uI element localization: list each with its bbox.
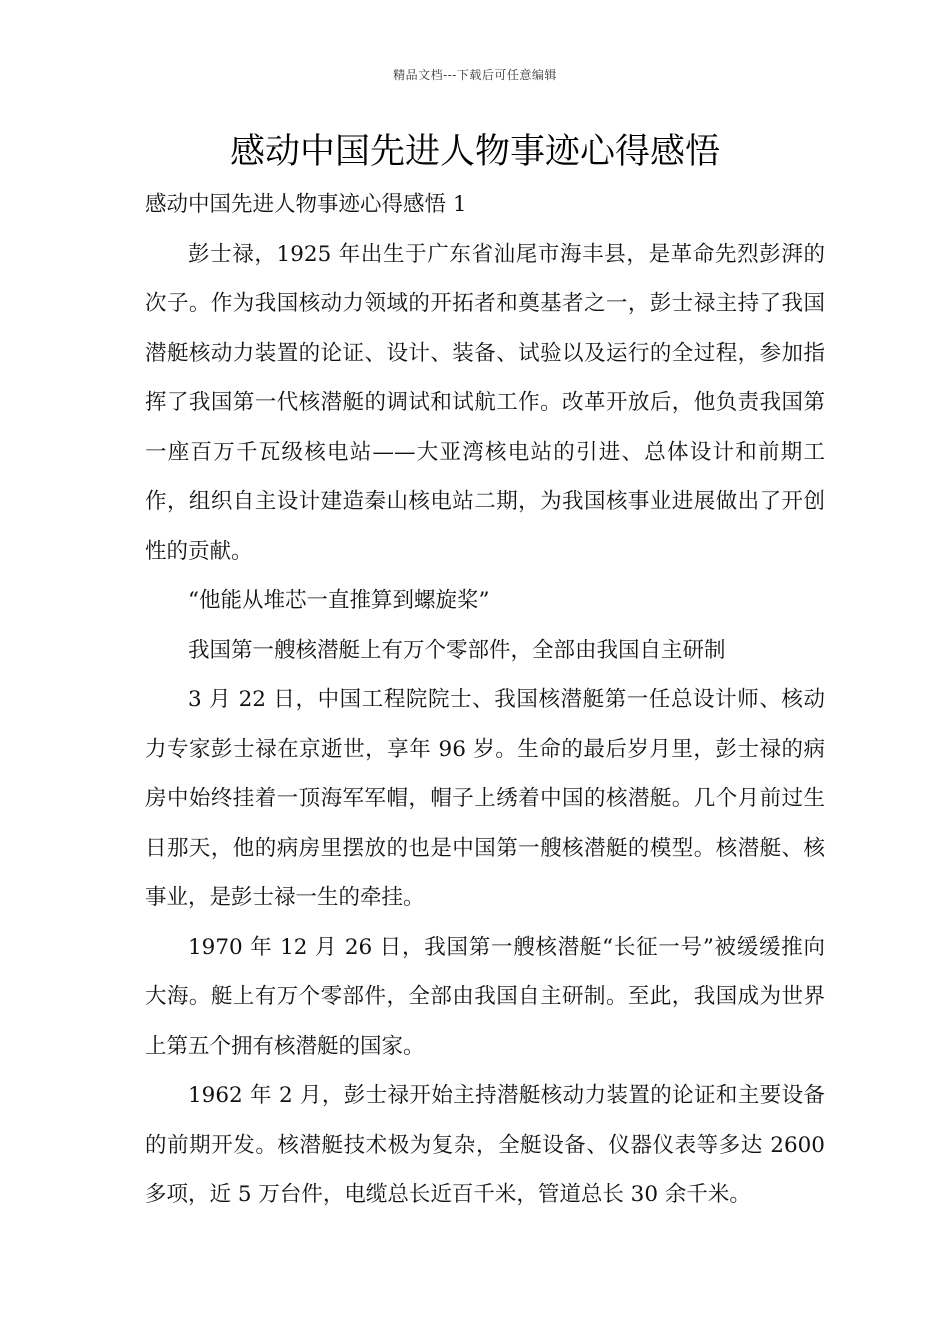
- paragraph: 3 月 22 日，中国工程院院士、我国核潜艇第一任总设计师、核动力专家彭士禄在京逝世，享年 96 岁。生命的最后岁月里，彭士禄的病房中始终挂着一顶海军军帽，帽子上绣着中国的核潜艇。几个月前过生日那天，他的病房里摆放的也是中国第一艘核潜艇的模型。核潜艇、核事业，是彭士禄一生的牵挂。: [145, 687, 825, 910]
- paragraph: 彭士禄，1925 年出生于广东省汕尾市海丰县，是革命先烈彭湃的次子。作为我国核动力领域的开拓者和奠基者之一，彭士禄主持了我国潜艇核动力装置的论证、设计、装备、试验以及运行的全过程，参加指挥了我国第一代核潜艇的调试和试航工作。改革开放后，他负责我国第一座百万千瓦级核电站——大亚湾核电站的引进、总体设计和前期工作，组织自主设计建造秦山核电站二期，为我国核事业进展做出了开创性的贡献。: [145, 241, 825, 564]
- section-subtitle: 感动中国先进人物事迹心得感悟 1: [145, 192, 467, 217]
- paragraph: 1970 年 12 月 26 日，我国第一艘核潜艇“长征一号”被缓缓推向大海。艇上有万个零部件，全部由我国自主研制。至此，我国成为世界上第五个拥有核潜艇的国家。: [145, 934, 825, 1059]
- paragraph: “他能从堆芯一直推算到螺旋桨”: [188, 588, 490, 613]
- document-title: 感动中国先进人物事迹心得感悟: [229, 132, 720, 172]
- paragraph: 我国第一艘核潜艇上有万个零部件，全部由我国自主研制: [188, 637, 726, 663]
- header-note: 精品文档---下载后可任意编辑: [393, 68, 557, 82]
- document-body: [145, 180, 825, 1220]
- paragraph: 1962 年 2 月，彭士禄开始主持潜艇核动力装置的论证和主要设备的前期开发。核潜艇技术极为复杂，全艇设备、仪器仪表等多达 2600 多项，近 5 万台件，电缆总长近百千米，管道总长 30 余千米。: [145, 1083, 825, 1207]
